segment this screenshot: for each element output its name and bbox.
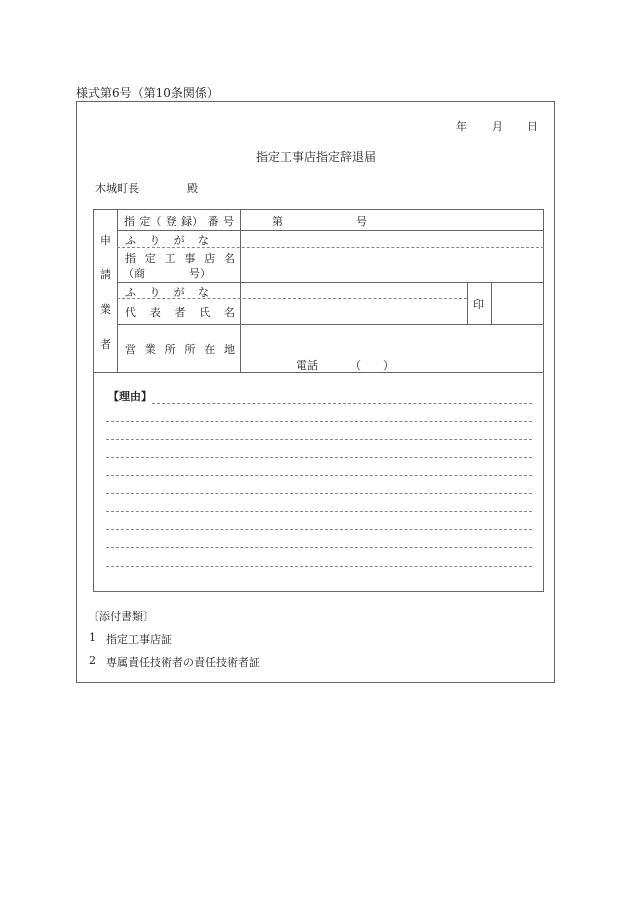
table-divider (93, 372, 544, 373)
reason-label: 【理由】 (108, 390, 152, 403)
designation-number-prefix: 第 (272, 215, 283, 228)
shop-name-sublabel: （商 号） (123, 267, 211, 280)
attachment-number: 1 (89, 631, 96, 644)
reason-line (106, 421, 532, 422)
attachment-number: 2 (89, 654, 96, 667)
designation-number-suffix: 号 (356, 215, 367, 228)
reason-line (106, 439, 532, 440)
applicant-char: 業 (100, 303, 111, 316)
date-month: 月 (492, 120, 503, 133)
reason-line (106, 493, 532, 494)
phone-parens: （ ） (350, 359, 394, 372)
applicant-char: 者 (100, 338, 111, 351)
reason-line (106, 566, 532, 567)
date-day: 日 (527, 120, 538, 133)
furigana-label: ふ り が な (125, 234, 209, 247)
designation-number-label: 指 定（ 登 録） 番 号 (124, 215, 234, 228)
date-year: 年 (456, 120, 467, 133)
table-divider (117, 324, 544, 325)
page-title: 指定工事店指定辞退届 (256, 150, 377, 164)
furigana-label: ふ り が な (125, 286, 209, 299)
table-divider (117, 282, 544, 283)
reason-line (106, 457, 532, 458)
attachments-heading: 〔添付書類〕 (88, 610, 154, 623)
table-divider (117, 209, 118, 372)
table-divider (240, 209, 241, 372)
addressee-name: 木城町長 (95, 182, 139, 195)
reason-line (152, 403, 532, 404)
reason-line (106, 475, 532, 476)
reason-line (106, 529, 532, 530)
table-divider (117, 230, 544, 231)
form-number: 様式第6号（第10条関係） (76, 86, 219, 100)
table-divider (467, 282, 468, 324)
seal-label: 印 (473, 298, 484, 311)
office-address-label: 営 業 所 所 在 地 (125, 343, 235, 356)
addressee-honorific: 殿 (187, 182, 198, 195)
representative-label: 代 表 者 氏 名 (125, 306, 235, 319)
attachment-item: 指定工事店証 (106, 633, 172, 646)
reason-line (106, 547, 532, 548)
applicant-char: 申 (100, 234, 111, 247)
applicant-char: 請 (100, 268, 111, 281)
attachment-item: 専属責任技術者の責任技術者証 (106, 656, 260, 669)
reason-line (106, 511, 532, 512)
shop-name-label: 指 定 工 事 店 名 (125, 252, 235, 265)
phone-label: 電話 (296, 359, 318, 372)
table-divider (491, 282, 492, 324)
